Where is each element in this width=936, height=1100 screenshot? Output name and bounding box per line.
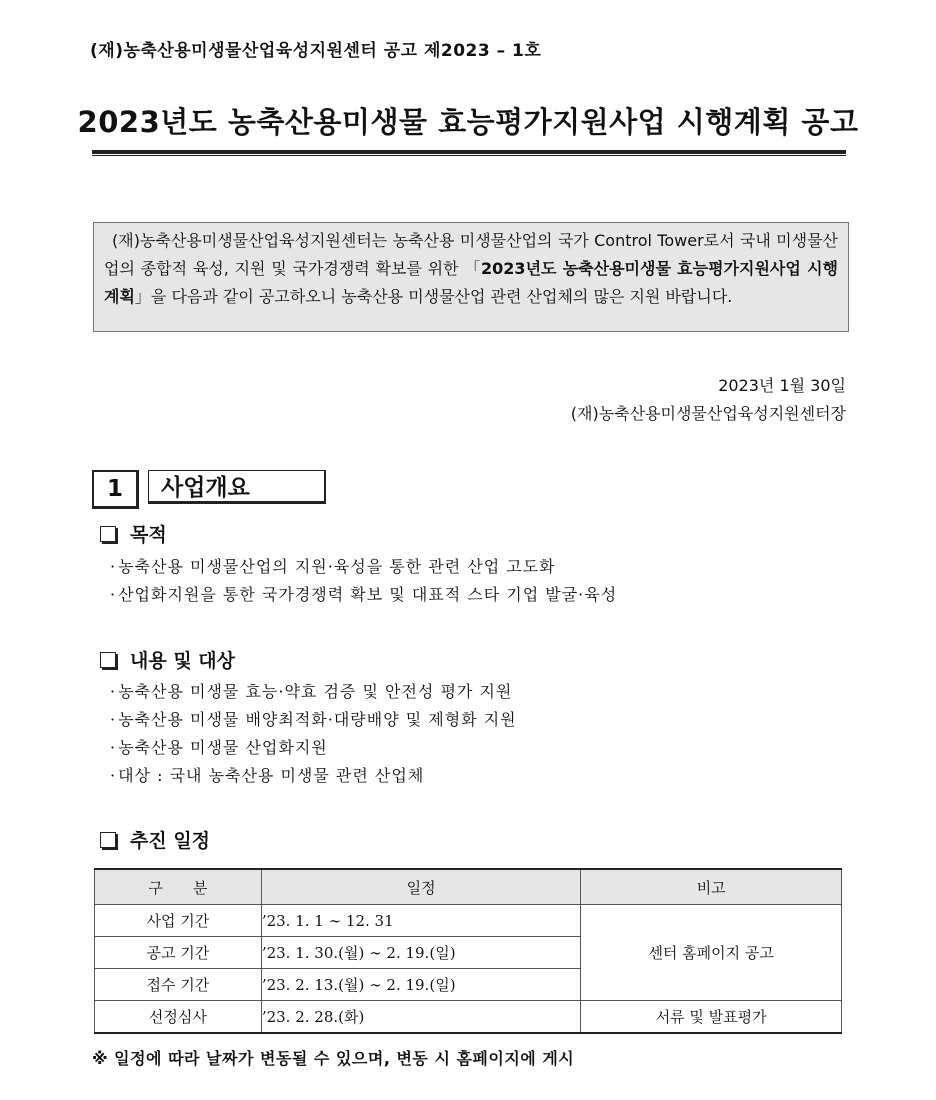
intro-text-bold: 2023년도 농축산용미생물 효능평가지원사업 시행계획: [104, 259, 838, 306]
page-title: 2023년도 농축산용미생물 효능평가지원사업 시행계획 공고: [77, 105, 859, 139]
column-header-note: 비고: [581, 869, 842, 905]
table-cell-note: 서류 및 발표평가: [581, 1001, 842, 1034]
list-item: · 대상 : 국내 농축산용 미생물 관련 산업체: [110, 766, 425, 785]
content-heading-label: 내용 및 대상: [130, 650, 235, 672]
table-cell-category: 공고 기간: [95, 937, 262, 969]
intro-text-2: 」을 다음과 같이 공고하오니 농축산용 미생물산업 관련 산업체의 많은 지원 바랍니다.: [134, 287, 733, 306]
intro-box: [93, 222, 849, 332]
section-title-box: 사업개요: [148, 470, 326, 504]
purpose-heading: [100, 520, 167, 547]
section-number-box: 1: [92, 470, 139, 509]
checkbox-icon: [100, 652, 116, 668]
list-item: · 농축산용 미생물산업의 지원·육성을 통한 관련 산업 고도화: [110, 557, 556, 576]
table-cell-date: ’23. 2. 28.(화): [261, 1001, 581, 1034]
intro-text-1: (재)농축산용미생물산업육성지원센터는 농축산용 미생물산업의 국가 Control Tower로서 국내 미생물산업의 종합적 육성, 지원 및 국가경쟁력 확보를 위한 「: [104, 231, 838, 278]
checkbox-icon: [100, 832, 116, 848]
column-header-schedule: 일정: [261, 869, 581, 905]
content-heading: [100, 646, 235, 673]
schedule-footnote: ※ 일정에 따라 날짜가 변동될 수 있으며, 변동 시 홈페이지에 게시: [92, 1049, 575, 1068]
schedule-heading-label: 추진 일정: [130, 830, 211, 852]
content-list: [110, 678, 517, 790]
list-item: · 농축산용 미생물 산업화지원: [110, 738, 328, 757]
schedule-heading: [100, 826, 210, 853]
table-cell-category: 접수 기간: [95, 969, 262, 1001]
checkbox-icon: [100, 526, 116, 542]
table-cell-note: 센터 홈페이지 공고: [581, 905, 842, 1001]
list-item: · 농축산용 미생물 배양최적화·대량배양 및 제형화 지원: [110, 710, 517, 729]
announcement-date: 2023년 1월 30일: [718, 376, 846, 395]
title-underline-thin: [92, 155, 846, 156]
signature-block: [571, 372, 846, 428]
table-cell-date: ’23. 1. 30.(월) ∼ 2. 19.(일): [261, 937, 581, 969]
schedule-table: [94, 868, 842, 1034]
column-header-category: 구 분: [95, 869, 262, 905]
table-cell-category: 선정심사: [95, 1001, 262, 1034]
notice-number: (재)농축산용미생물산업육성지원센터 공고 제2023 – 1호: [90, 41, 542, 61]
table-row: [95, 905, 842, 937]
purpose-list: [110, 553, 617, 609]
list-item: · 산업화지원을 통한 국가경쟁력 확보 및 대표적 스타 기업 발굴·육성: [110, 585, 618, 604]
title-underline: [92, 150, 846, 154]
table-row: [95, 1001, 842, 1034]
table-cell-category: 사업 기간: [95, 905, 262, 937]
purpose-heading-label: 목적: [130, 524, 167, 546]
list-item: · 농축산용 미생물 효능·약효 검증 및 안전성 평가 지원: [110, 682, 513, 701]
table-header-row: [95, 869, 842, 905]
table-cell-date: ’23. 2. 13.(월) ∼ 2. 19.(일): [261, 969, 581, 1001]
issuer-name: (재)농축산용미생물산업육성지원센터장: [570, 404, 846, 423]
table-cell-date: ’23. 1. 1 ∼ 12. 31: [261, 905, 581, 937]
